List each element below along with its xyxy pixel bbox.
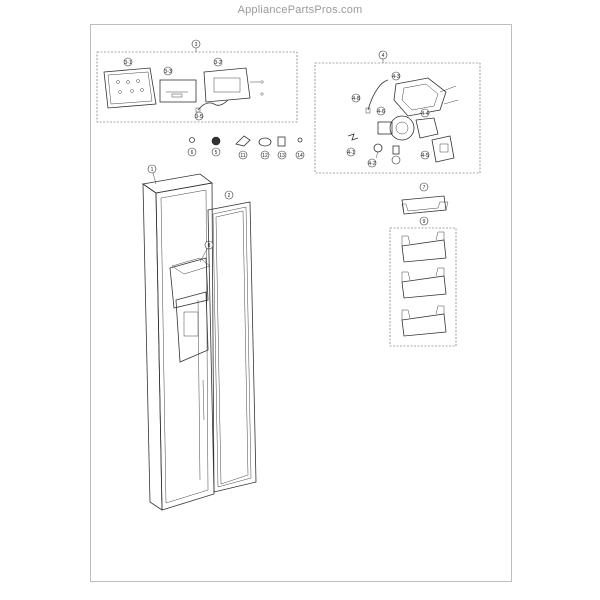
part-4-4-cover xyxy=(416,118,438,138)
part-13-block xyxy=(278,137,285,146)
callout-4-5: 4-5 xyxy=(421,153,429,159)
callout-13: 13 xyxy=(279,153,285,159)
group-9-dashed-box xyxy=(390,228,456,346)
part-4-1-spring xyxy=(348,134,358,140)
callout-4-1: 4-1 xyxy=(347,150,355,156)
part-9-door-bin xyxy=(402,268,446,298)
callout-4-6: 4-6 xyxy=(377,109,385,115)
callout-3-2: 3-2 xyxy=(214,60,222,66)
callout-8: 8 xyxy=(207,243,211,249)
callout-4-4: 4-4 xyxy=(421,111,429,117)
part-14-clip xyxy=(298,138,302,142)
callout-5: 5 xyxy=(214,150,218,156)
part-3-2-cover xyxy=(204,68,263,102)
callout-4-3: 4-3 xyxy=(392,74,400,80)
callout-3-3: 3-3 xyxy=(164,69,172,75)
part-4-7-pin xyxy=(393,146,399,154)
part-9-door-bin xyxy=(402,232,446,262)
part-1-door xyxy=(143,174,214,510)
part-3-1-panel xyxy=(104,68,156,108)
callout-9: 9 xyxy=(422,219,426,225)
callout-7: 7 xyxy=(422,185,426,191)
callout-3-1: 3-1 xyxy=(124,60,132,66)
callout-4-2: 4-2 xyxy=(368,161,376,167)
callout-11: 11 xyxy=(240,153,246,159)
part-4-5-solenoid xyxy=(432,136,454,162)
part-6-screw xyxy=(190,138,195,143)
callout-4: 4 xyxy=(381,53,385,59)
part-9-door-bin xyxy=(402,306,446,336)
part-11-lever xyxy=(236,136,250,146)
part-12-cap xyxy=(259,138,271,146)
callout-3-5: 3-5 xyxy=(195,114,203,120)
callout-3: 3 xyxy=(194,42,198,48)
callout-14: 14 xyxy=(297,153,303,159)
part-4-2-gear xyxy=(374,144,382,158)
callout-12: 12 xyxy=(262,153,268,159)
callout-6: 6 xyxy=(190,150,194,156)
callout-4-8: 4-8 xyxy=(352,96,360,102)
part-7-door-bin xyxy=(402,196,448,214)
part-4-6-motor xyxy=(378,116,414,140)
part-3-3-board xyxy=(160,80,196,102)
callout-2: 2 xyxy=(227,193,231,199)
watermark: AppliancePartsPros.com xyxy=(237,4,363,16)
part-2-gasket xyxy=(208,202,256,492)
callout-1: 1 xyxy=(150,167,154,173)
part-5-knob xyxy=(212,137,220,145)
callout-circle xyxy=(392,156,400,164)
